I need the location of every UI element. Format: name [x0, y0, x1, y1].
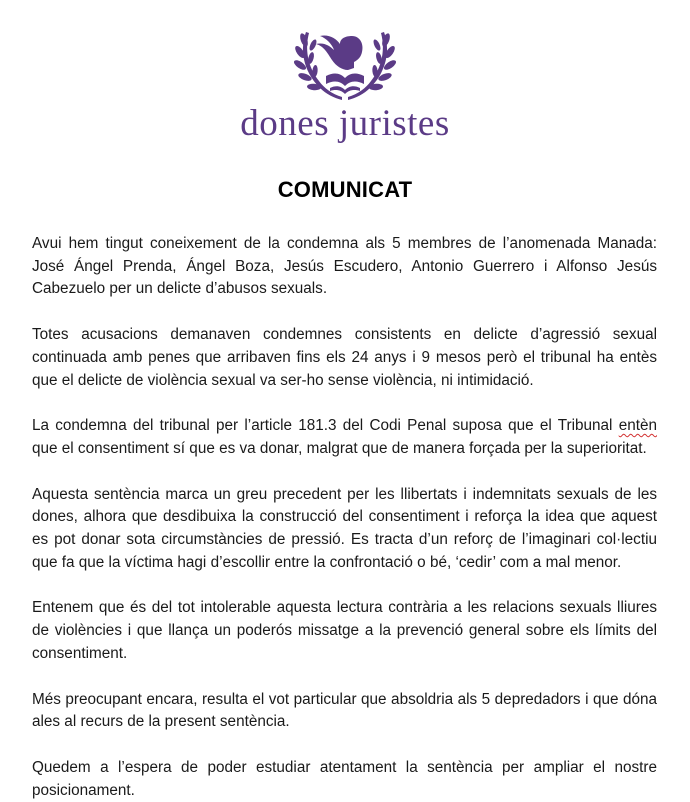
paragraph-3-text-after: que el consentiment sí que es va donar, malgrat que de manera forçada per la superioritat.: [32, 439, 647, 457]
spellcheck-flagged-word[interactable]: entèn: [618, 417, 657, 435]
paragraph-7: Quedem a l’espera de poder estudiar atentament la sentència per ampliar el nostre posicionament.: [32, 758, 657, 799]
paragraph-3: [32, 415, 657, 460]
paragraph-2: Totes acusacions demanaven condemnes consistents en delicte d’agressió sexual continuada amb penes que arribaven fins els 24 anys i 9 mesos però el tribunal ha entès que el delicte de violència sexual va ser-ho sense violència, ni intimidació.: [32, 326, 657, 389]
document-body: [32, 233, 657, 802]
organization-name: dones juristes: [240, 103, 450, 144]
paragraph-3-text-before: La condemna del tribunal per l’article 181.3 del Codi Penal suposa que el Tribunal: [32, 417, 619, 435]
paragraph-5: Entenem que és del tot intolerable aquesta lectura contrària a les relacions sexuals lliures de violències i que llança un poderós missatge a la prevenció general sobre els límits del consentiment.: [32, 599, 657, 662]
paragraph-1: Avui hem tingut coneixement de la condemna als 5 membres de l’anomenada Manada: José Ángel Prenda, Ángel Boza, Jesús Escudero, Antonio Guerrero i Alfonso Jesús Cabezuelo per un delicte d’abusos sexuals.: [32, 235, 657, 298]
organization-logo: [0, 18, 690, 144]
paragraph-4: Aquesta sentència marca un greu precedent per les llibertats i indemnitats sexuals de les dones, alhora que desdibuixa la construcció del consentiment i reforça la idea que aquest es pot donar sota circumstàncies de pressió. Es tracta d’un reforç de l’imaginari col·lectiu que fa que la víctima hagi d’escollir entre la confrontació o bé, ‘cedir’ com a mal menor.: [32, 485, 657, 571]
document-title: COMUNICAT: [277, 177, 413, 202]
paragraph-6: Més preocupant encara, resulta el vot particular que absoldria als 5 depredadors i que dóna ales al recurs de la present sentència.: [32, 690, 657, 731]
laurel-woman-emblem-icon: [270, 18, 420, 106]
